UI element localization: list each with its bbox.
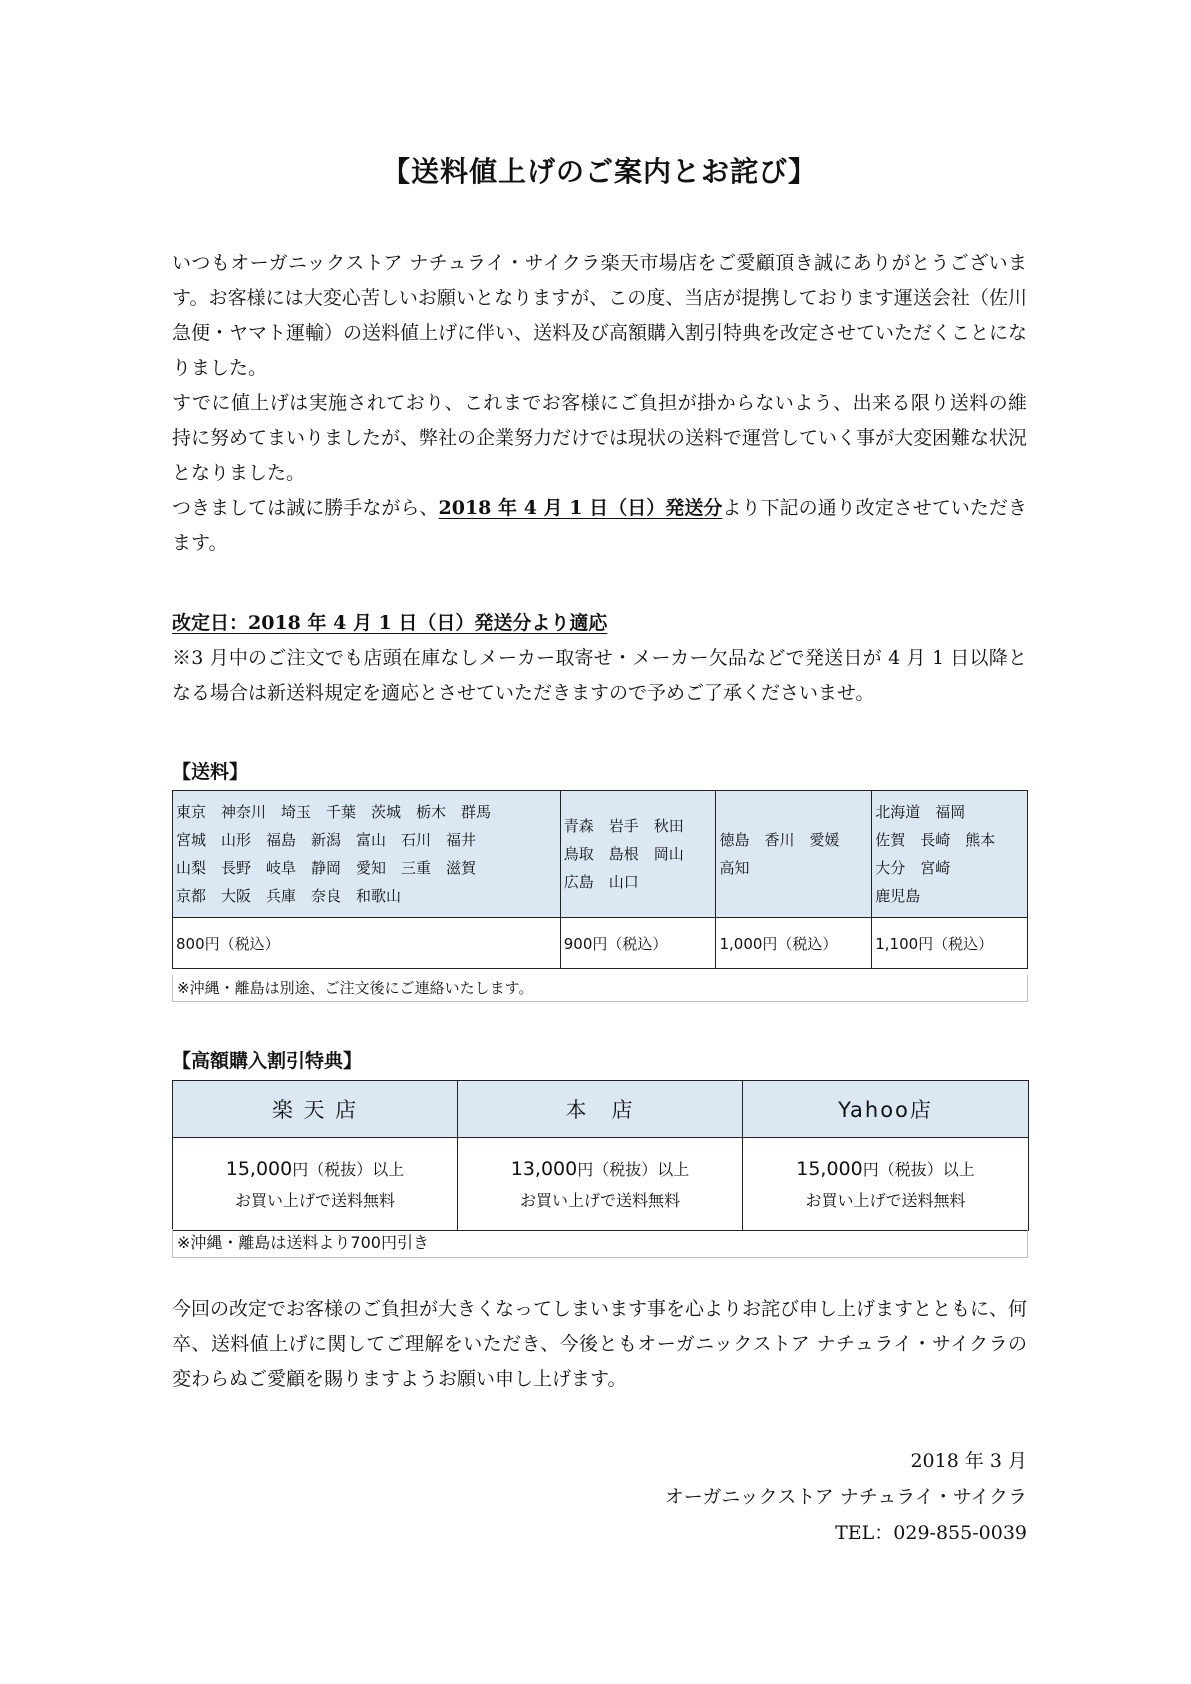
price-cell: 1,100円（税込） (872, 918, 1028, 969)
intro-p3-after: より下記の通り改定させていただきます。 (172, 497, 1027, 554)
discount-values-row (173, 1138, 1029, 1231)
amount-value: 13,000 (510, 1157, 578, 1180)
region-cell (872, 791, 1028, 918)
shipping-note: ※沖縄・離島は別途、ご注文後にご連絡いたします。 (172, 975, 1028, 1002)
closing-paragraph: 今回の改定でお客様のご負担が大きくなってしまいます事を心よりお詫び申し上げますとともに、何卒、送料値上げに関してご理解をいただき、今後ともオーガニックストア ナチュライ・サイクラの変わらぬご愛顧を賜りますようお願い申し上げます。 (172, 1298, 1028, 1390)
region-line: 広島 山口 (563, 873, 639, 891)
discount-label: 【高額購入割引特典】 (172, 1050, 363, 1072)
region-line: 佐賀 長崎 熊本 (875, 831, 996, 849)
region-line: 徳島 香川 愛媛 (719, 831, 840, 849)
page-title: 【送料値上げのご案内とお詫び】 (381, 155, 817, 188)
region-line: 鹿児島 (875, 887, 921, 905)
discount-amount (459, 1153, 741, 1186)
signature-date: 2018 年 3 月 (910, 1450, 1027, 1472)
store-name-cell: 本 店 (458, 1081, 743, 1138)
amount-unit: 円（税抜）以上 (292, 1159, 405, 1179)
amount-unit: 円（税抜）以上 (862, 1159, 975, 1179)
region-line: 鳥取 島根 岡山 (563, 845, 684, 863)
region-line: 高知 (719, 859, 750, 877)
region-cell (716, 791, 872, 918)
intro-paragraph-3 (172, 491, 1027, 561)
discount-header-row (173, 1081, 1029, 1138)
shipping-label: 【送料】 (172, 761, 249, 783)
region-line: 山梨 長野 岐阜 静岡 愛知 三重 滋賀 (176, 859, 477, 877)
region-line: 宮城 山形 福島 新潟 富山 石川 福井 (176, 831, 477, 849)
price-cell: 800円（税込） (173, 918, 561, 969)
discount-table (172, 1080, 1029, 1231)
shipping-regions-row (173, 791, 1028, 918)
discount-amount (174, 1153, 456, 1186)
discount-cell (173, 1138, 458, 1231)
region-cell (173, 791, 561, 918)
price-cell: 1,000円（税込） (716, 918, 872, 969)
intro-paragraph-2: すでに値上げは実施されており、これまでお客様にご負担が掛からないよう、出来る限り送料の維持に努めてまいりましたが、弊社の企業努力だけでは現状の送料で運営していく事が大変困難な状況となりました。 (172, 392, 1028, 484)
intro-paragraph-1: いつもオーガニックストア ナチュライ・サイクラ楽天市場店をご愛顧頂き誠にありがとうございます。お客様には大変心苦しいお願いとなりますが、この度、当店が提携しております運送会社（佐川急便・ヤマト運輸）の送料値上げに伴い、送料及び高額購入割引特典を改定させていただくことになりました。 (172, 252, 1028, 379)
amount-value: 15,000 (225, 1157, 293, 1180)
discount-amount (744, 1153, 1027, 1186)
effective-section (172, 606, 1027, 711)
region-cell (560, 791, 716, 918)
intro-section (172, 246, 1027, 561)
region-line: 大分 宮崎 (875, 859, 951, 877)
price-cell: 900円（税込） (560, 918, 716, 969)
discount-condition: お買い上げで送料無料 (519, 1190, 680, 1210)
shipping-prices-row (173, 918, 1028, 969)
closing-section (172, 1292, 1027, 1397)
shipping-table (172, 790, 1028, 969)
amount-unit: 円（税抜）以上 (577, 1159, 690, 1179)
effective-date-emphasis: 2018 年 4 月 1 日（日）発送分 (438, 497, 723, 519)
region-line: 京都 大阪 兵庫 奈良 和歌山 (176, 887, 402, 905)
signature-store: オーガニックストア ナチュライ・サイクラ (664, 1486, 1027, 1508)
discount-cell (743, 1138, 1029, 1231)
discount-condition: お買い上げで送料無料 (805, 1190, 966, 1210)
store-name-cell: 楽 天 店 (173, 1081, 458, 1138)
effective-heading: 改定日：2018 年 4 月 1 日（日）発送分より適応 (172, 612, 608, 634)
effective-note: ※3 月中のご注文でも店頭在庫なしメーカー取寄せ・メーカー欠品などで発送日が 4 月 1 日以降となる場合は新送料規定を適応とさせていただきますので予めご了承くださいませ。 (172, 647, 1027, 704)
region-line: 青森 岩手 秋田 (563, 817, 684, 835)
amount-value: 15,000 (796, 1157, 863, 1180)
store-name-cell: Yahoo店 (743, 1081, 1029, 1138)
discount-note: ※沖縄・離島は送料より700円引き (172, 1229, 1028, 1258)
signature-tel: TEL：029-855-0039 (835, 1522, 1027, 1544)
region-line: 東京 神奈川 埼玉 千葉 茨城 栃木 群馬 (176, 803, 492, 821)
region-line: 北海道 福岡 (875, 803, 966, 821)
discount-cell (458, 1138, 743, 1231)
intro-p3-before: つきましては誠に勝手ながら、 (172, 497, 439, 519)
discount-condition: お買い上げで送料無料 (234, 1190, 395, 1210)
